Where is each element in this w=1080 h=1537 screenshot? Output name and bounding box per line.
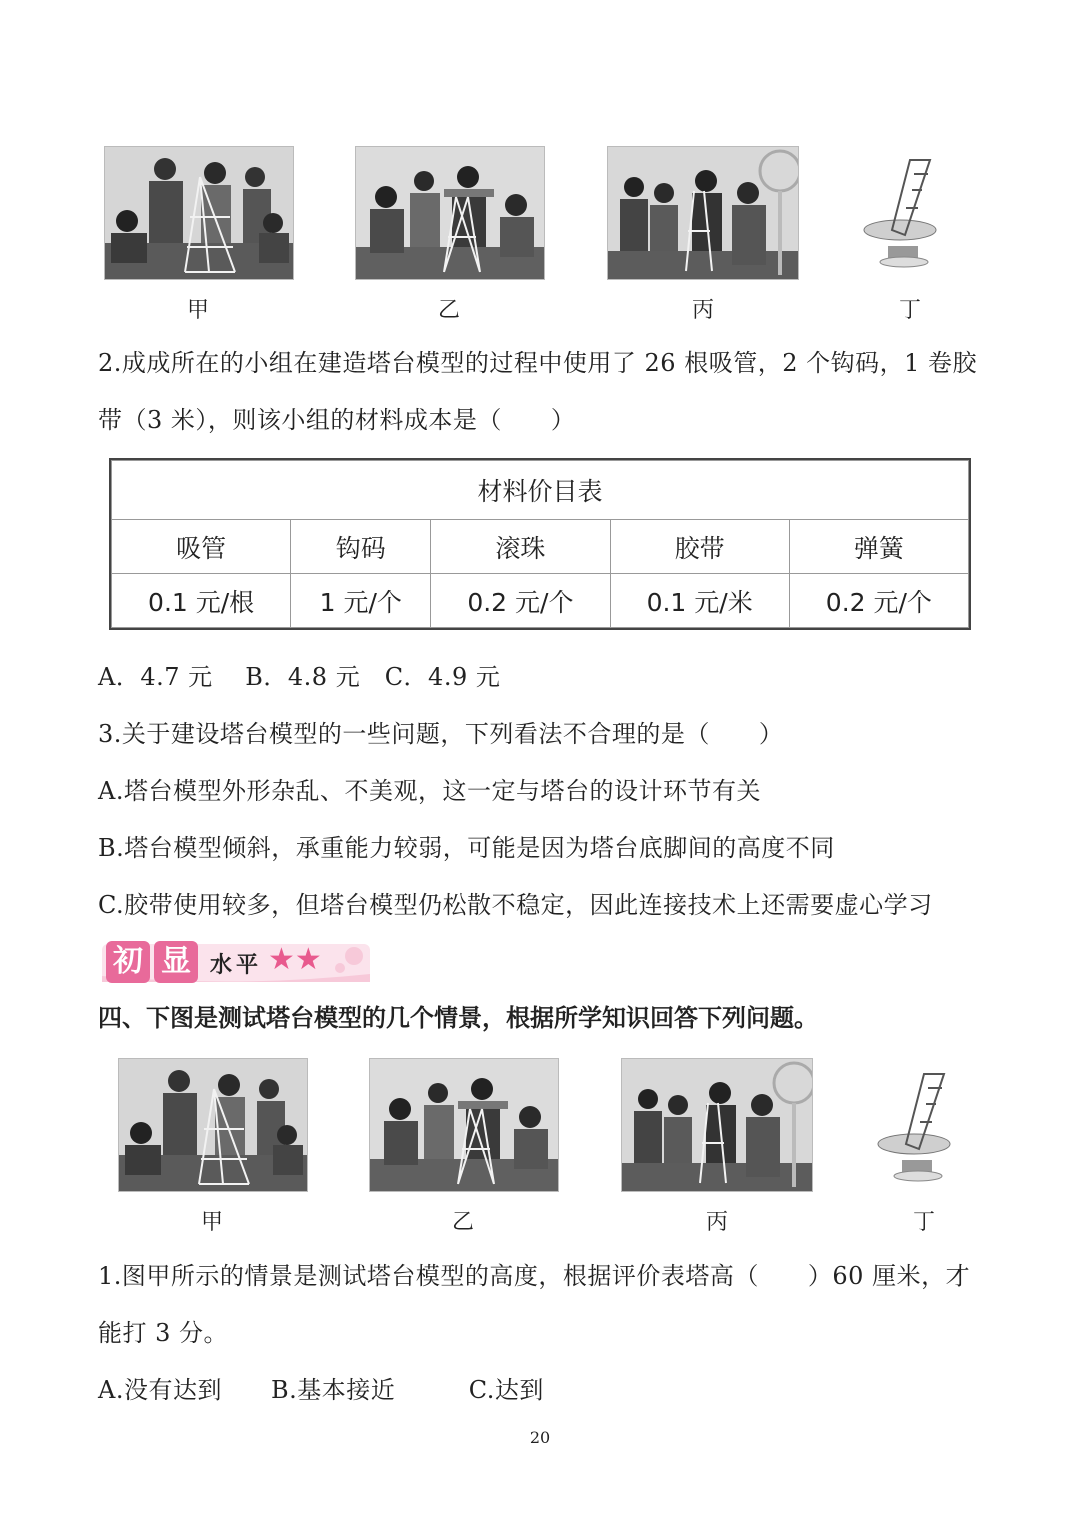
caption-yi-top: 乙 bbox=[437, 298, 460, 323]
question3-option-a: A.塔台模型外形杂乱、不美观，这一定与塔台的设计环节有关 bbox=[98, 777, 761, 805]
photo-bing-top bbox=[607, 146, 799, 280]
photo-yi-bottom bbox=[369, 1058, 559, 1192]
question2-line2: 带（3 米），则该小组的材料成本是（ ） bbox=[98, 406, 576, 434]
question4-1-line1: 1.图甲所示的情景是测试塔台模型的高度，根据评价表塔高（ ）60 厘米，才 bbox=[98, 1262, 971, 1290]
badge-char-chu: 初 bbox=[106, 941, 150, 983]
caption-ding-bottom: 丁 bbox=[912, 1210, 935, 1235]
badge-char-xian: 显 bbox=[154, 941, 198, 983]
caption-bing-top: 丙 bbox=[691, 298, 714, 323]
students-tower-photo bbox=[370, 1059, 558, 1191]
photo-yi-top bbox=[355, 146, 545, 280]
question3-option-b: B.塔台模型倾斜，承重能力较弱，可能是因为塔台底脚间的高度不同 bbox=[98, 834, 835, 862]
price-table-cell: 0.2 元/个 bbox=[789, 574, 968, 628]
question4-1-line2: 能打 3 分。 bbox=[98, 1319, 229, 1347]
price-table-cell: 0.2 元/个 bbox=[431, 574, 610, 628]
caption-yi-bottom: 乙 bbox=[451, 1210, 474, 1235]
price-table-header: 吸管 bbox=[112, 520, 291, 574]
price-table-header: 滚珠 bbox=[431, 520, 610, 574]
students-tower-photo bbox=[356, 147, 544, 279]
badge-text: 水平 bbox=[210, 953, 263, 978]
level-badge bbox=[102, 938, 370, 986]
price-table-cell: 0.1 元/根 bbox=[112, 574, 291, 628]
price-table-header: 钩码 bbox=[291, 520, 431, 574]
students-fan-tower-photo bbox=[622, 1059, 812, 1191]
question3-option-c: C.胶带使用较多，但塔台模型仍松散不稳定，因此连接技术上还需要虚心学习 bbox=[98, 891, 933, 919]
price-table-header: 弹簧 bbox=[789, 520, 968, 574]
photo-jia-bottom bbox=[118, 1058, 308, 1192]
students-tower-photo bbox=[119, 1059, 307, 1191]
page-number: 20 bbox=[529, 1428, 551, 1447]
badge-stars: ★★ bbox=[268, 942, 322, 977]
question3-stem: 3.关于建设塔台模型的一些问题，下列看法不合理的是（ ） bbox=[98, 720, 784, 748]
satellite-dish-model-bottom bbox=[874, 1064, 972, 1184]
students-fan-tower-photo bbox=[608, 147, 798, 279]
caption-bing-bottom: 丙 bbox=[705, 1210, 728, 1235]
photo-bing-bottom bbox=[621, 1058, 813, 1192]
price-table-cell: 1 元/个 bbox=[291, 574, 431, 628]
caption-jia-bottom: 甲 bbox=[200, 1210, 223, 1235]
students-tower-photo bbox=[105, 147, 293, 279]
question2-options: A．4.7 元 B．4.8 元 C．4.9 元 bbox=[98, 663, 501, 691]
caption-jia-top: 甲 bbox=[186, 298, 209, 323]
question4-1-options: A.没有达到 B.基本接近 C.达到 bbox=[98, 1376, 544, 1404]
price-table bbox=[109, 458, 971, 630]
satellite-dish-model-top bbox=[860, 150, 958, 270]
price-table-cell: 0.1 元/米 bbox=[610, 574, 789, 628]
question2-line1: 2.成成所在的小组在建造塔台模型的过程中使用了 26 根吸管，2 个钩码，1 卷胶 bbox=[98, 349, 977, 377]
caption-ding-top: 丁 bbox=[898, 298, 921, 323]
price-table-header: 胶带 bbox=[610, 520, 789, 574]
price-table-title: 材料价目表 bbox=[112, 461, 969, 520]
photo-jia-top bbox=[104, 146, 294, 280]
section4-heading: 四、下图是测试塔台模型的几个情景，根据所学知识回答下列问题。 bbox=[98, 1004, 818, 1032]
